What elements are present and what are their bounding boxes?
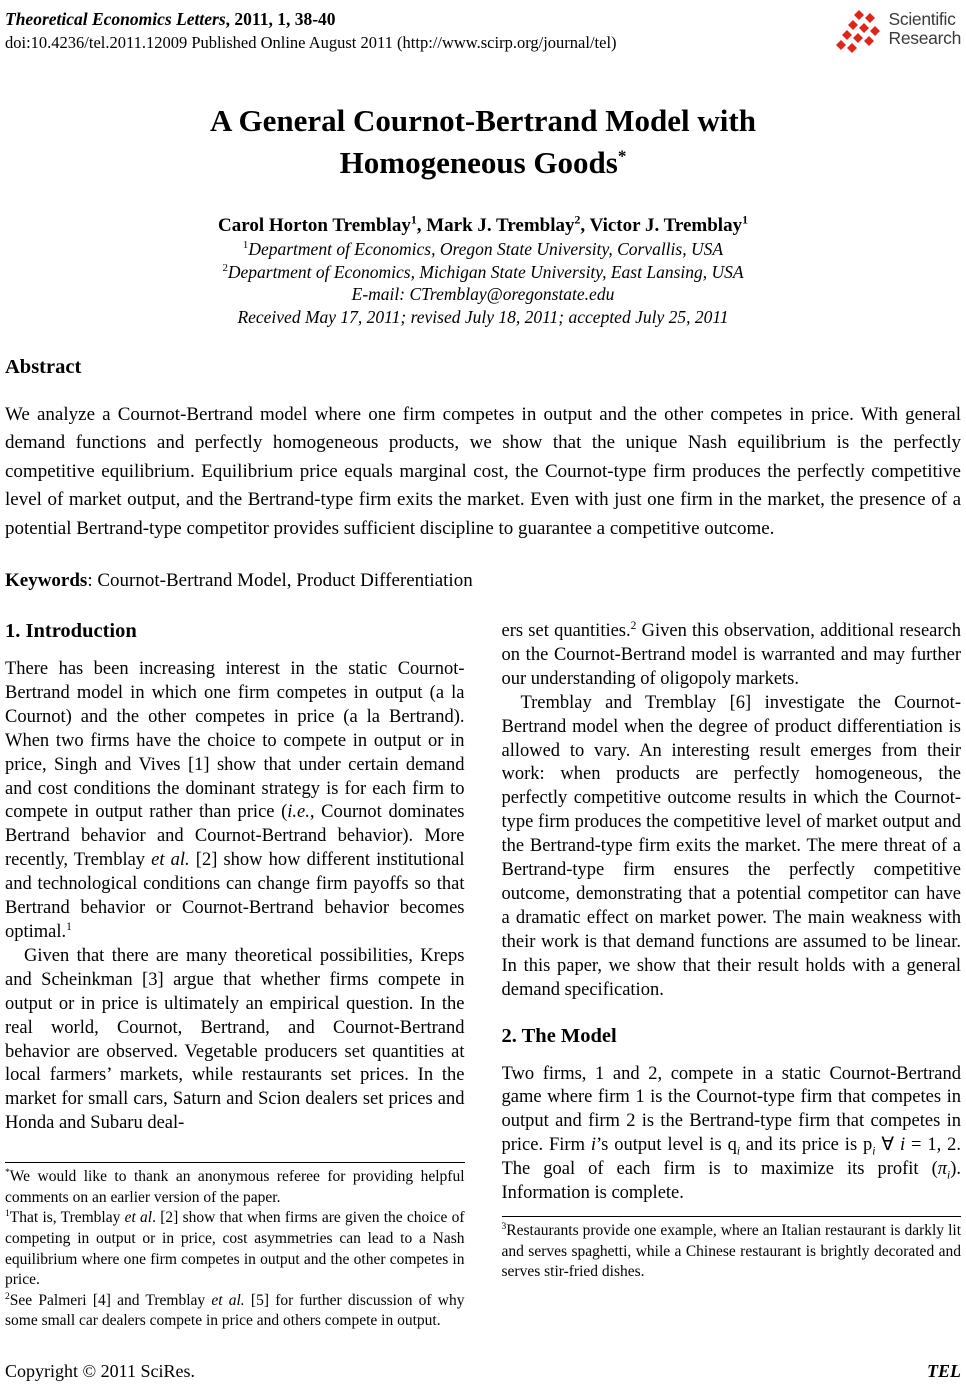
paper-title <box>5 100 961 184</box>
left-column <box>5 620 465 1332</box>
model-paragraph-1: Two firms, 1 and 2, compete in a static Cournot-Bertrand game where firm 1 is the Cournot-type firm that competes in output and firm 2 is the Bertrand-type firm that competes in price. Firm i’s output level is $q_i$ and its price is $p_i$ ∀ i = 1, 2. The goal of each firm is to maximize its profit $(\pi_i)$. Information is complete. <box>501 1063 961 1204</box>
paper-title-line2: Homogeneous Goods <box>339 145 618 180</box>
section-heading-introduction: 1. Introduction <box>5 620 137 643</box>
doi-line: doi:10.4236/tel.2011.12009 Published Online August 2011 (http://www.scirp.org/journal/tel) <box>5 33 617 52</box>
left-footnotes <box>5 1162 465 1332</box>
footer-journal-abbrev: TEL <box>927 1361 961 1381</box>
section-heading-model: 2. The Model <box>501 1024 617 1047</box>
title-footnote-marker: * <box>617 146 627 166</box>
footer-copyright: Copyright © 2011 SciRes. <box>5 1361 196 1381</box>
publisher-name <box>889 10 962 48</box>
email-line: E-mail: CTremblay@oregonstate.edu <box>351 284 615 304</box>
journal-header-left <box>5 8 617 54</box>
keywords-line: Keywords: Cournot-Bertrand Model, Product Differentiation <box>5 570 473 592</box>
two-column-body <box>5 620 961 1332</box>
intro-paragraph-1: There has been increasing interest in the static Cournot-Bertrand model in which one firm competes in output (a la Cournot) and the other competes in price (a la Bertrand). When two firms have the choice to compete in output or in price, Singh and Vives [1] show that under certain demand and cost conditions the dominant strategy is for each firm to compete in output rather than price (i.e., Cournot dominates Bertrand behavior and Cournot-Bertrand behavior). More recently, Tremblay et al. [2] show how different institutional and technological conditions can change firm payoffs so that Bertrand behavior or Cournot-Bertrand behavior becomes optimal.$^1$ <box>5 659 465 942</box>
journal-header <box>5 8 961 56</box>
abstract-heading: Abstract <box>5 356 82 378</box>
abstract-text: We analyze a Cournot-Bertrand model where one firm competes in output and the other competes in price. With general demand functions and perfectly homogeneous products, we show that the unique Nash equilibrium is the perfectly competitive equilibrium. Equilibrium price equals marginal cost, the Cournot-type firm produces the perfectly competitive level of market output, and the Bertrand-type firm exits the market. Even with just one firm in the market, the presence of a potential Bertrand-type competitor provides sufficient discipline to guarantee a competitive outcome. <box>5 404 961 539</box>
publisher-name-line1: Scientific <box>888 9 956 29</box>
footnote-2: $^2$See Palmeri [4] and Tremblay et al. [5] for further discussion of why some small car dealers compete in price and others compete in output. <box>5 1290 465 1330</box>
intro-paragraph-2: Given that there are many theoretical possibilities, Kreps and Scheinkman [3] argue that whether firms compete in output or in price is ultimately an empirical question. In the real world, Cournot, Bertrand, and Cournot-Bertrand behavior are observed. Vegetable producers set quantities at local farmers’ markets, while restaurants set prices. In the market for small cars, Saturn and Scion dealers set prices and Honda and Subaru deal- <box>5 945 465 1134</box>
right-column <box>502 620 962 1332</box>
dates-line: Received May 17, 2011; revised July 18, 2011; accepted July 25, 2011 <box>237 306 729 327</box>
affiliation-2: $^2$Department of Economics, Michigan State University, East Lansing, USA <box>222 261 744 282</box>
footnote-1: $^1$That is, Tremblay et al. [2] show that when firms are given the choice of competing in output or in price, cost asymmetries can lead to a Nash equilibrium where one firm competes in output and the other competes in price. <box>5 1208 465 1289</box>
publisher-name-line2: Research <box>888 28 961 48</box>
intro-paragraph-3: Tremblay and Tremblay [6] investigate the Cournot-Bertrand model when the degree of product differentiation is allowed to vary. An interesting result emerges from their work: when products are perfectly homogeneous, the perfectly competitive outcome results in which the Cournot-type firm produces the competitive level of market output and the Bertrand-type firm exits the market. The mere threat of a Bertrand-type firm ensures the perfectly competitive outcome, demonstrating that a potential competitor can have a dramatic effect on market power. The main weakness with their work is that demand functions are assumed to be linear. In this paper, we show that their result holds with a general demand specification. <box>501 692 961 1000</box>
scirp-diamonds-icon <box>835 10 885 56</box>
author-names: Carol Horton Tremblay$^1$, Mark J. Tremblay$^2$, Victor J. Tremblay$^1$ <box>218 213 748 236</box>
intro-paragraph-2-continued: ers set quantities.$^2$ Given this observation, additional research on the Cournot-Bertrand model is warranted and may further our understanding of oligopoly markets. <box>501 620 961 689</box>
journal-citation: Theoretical Economics Letters, 2011, 1, 38-40 <box>5 9 336 29</box>
paper-title-line1: A General Cournot-Bertrand Model with <box>210 103 756 138</box>
footnote-3: $^3$Restaurants provide one example, where an Italian restaurant is darkly lit and serves spaghetti, while a Chinese restaurant is brightly decorated and serves stir-fried dishes. <box>501 1220 961 1281</box>
right-footnotes <box>502 1216 962 1283</box>
affiliation-1: $^1$Department of Economics, Oregon State University, Corvallis, USA <box>242 239 724 259</box>
author-block <box>5 214 961 328</box>
footnote-star: *We would like to thank an anonymous referee for providing helpful comments on an earlier version of the paper. <box>5 1167 465 1206</box>
publisher-logo <box>835 10 962 56</box>
page-footer <box>5 1361 961 1382</box>
